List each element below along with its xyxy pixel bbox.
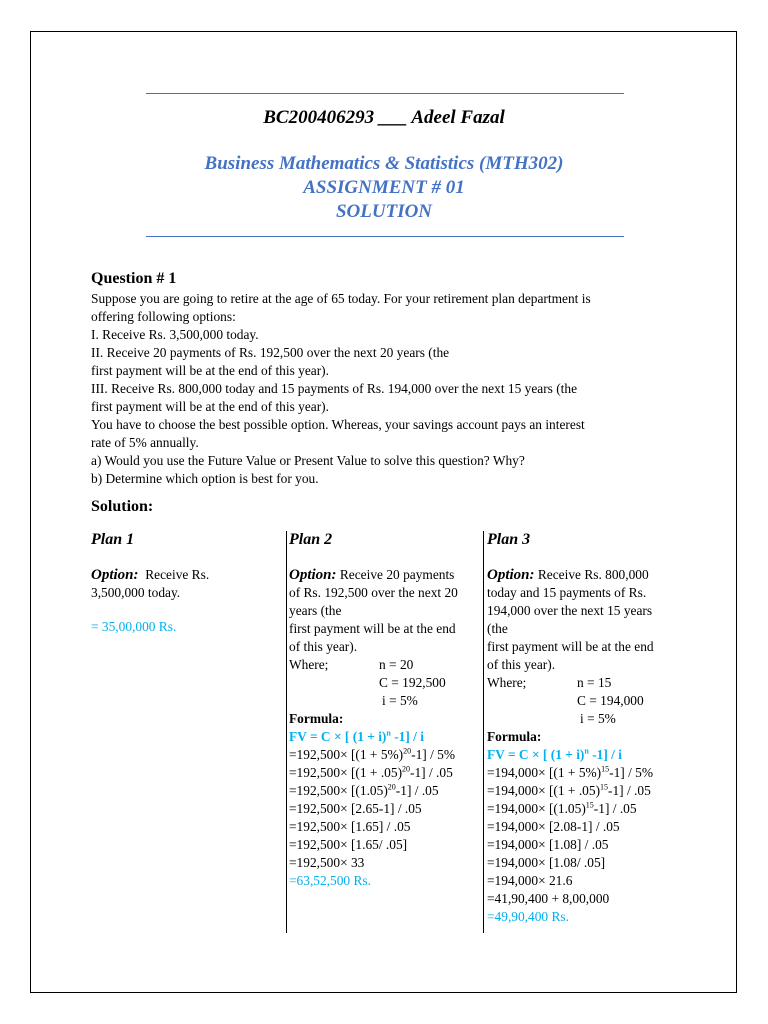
question-line: first payment will be at the end of this year). <box>91 363 329 378</box>
bottom-divider <box>146 236 624 237</box>
question-line: b) Determine which option is best for you. <box>91 471 319 486</box>
question-heading: Question # 1 <box>91 270 177 287</box>
plan2-formula-label: Formula: <box>289 711 344 726</box>
question-line: III. Receive Rs. 800,000 today and 15 payments of Rs. 194,000 over the next 15 years (the <box>91 381 578 396</box>
plan2-title: Plan 2 <box>289 531 333 548</box>
plan2-option-label: Option: <box>289 567 337 583</box>
course-title: Business Mathematics & Statistics (MTH302) <box>204 153 564 174</box>
plan2-option-line: years (the <box>289 603 342 618</box>
question-line: offering following options: <box>91 309 236 324</box>
plan1-option-text: Receive Rs. <box>145 567 210 582</box>
column-divider <box>286 531 287 933</box>
plan3-step: =194,000× 21.6 <box>487 873 573 888</box>
column-divider <box>483 531 484 933</box>
plan3-step: $=194,000\times [(1 + 5\%)^{15}-1] / 5\%$ <box>487 764 654 780</box>
plan2-option-text: Receive 20 payments <box>336 567 455 582</box>
plan2-step: $=192,500\times [(1 + 5\%)^{20}-1] / 5\%$ <box>289 746 456 762</box>
plan3-option-line: today and 15 payments of Rs. <box>487 585 647 600</box>
plan2-n: n = 20 <box>379 657 414 672</box>
plan2-option-line: first payment will be at the end <box>289 621 456 636</box>
plan3-option-text: Receive Rs. 800,000 <box>534 567 649 582</box>
plan3-step: =194,000× [1.08/ .05] <box>487 855 606 870</box>
question-line: a) Would you use the Future Value or Present Value to solve this question? Why? <box>91 453 525 468</box>
plan2-step: =192,500× 33 <box>289 855 365 870</box>
top-divider <box>146 93 624 94</box>
plan2-option-line: of Rs. 192,500 over the next 20 <box>289 585 458 600</box>
plan3-formula-label: Formula: <box>487 729 542 744</box>
plan3-step: =194,000× [1.08] / .05 <box>487 837 609 852</box>
plan2-step: $=192,500\times [(1.05)^{20}-1] / .05$ <box>289 782 439 798</box>
plan1-body <box>91 566 209 636</box>
plan3-result: =49,90,400 Rs. <box>487 909 569 924</box>
plan3-n: n = 15 <box>577 675 612 690</box>
plan1-title: Plan 1 <box>91 531 135 548</box>
plan3-option-line: of this year). <box>487 657 556 672</box>
plan3-step: =41,90,400 + 8,00,000 <box>487 891 610 906</box>
plan3-option-line: 194,000 over the next 15 years <box>487 603 653 618</box>
plan2-i: i = 5% <box>382 693 418 708</box>
question-line: Suppose you are going to retire at the age of 65 today. For your retirement plan department is <box>91 291 591 306</box>
plan3-step: $=194,000\times [(1 + .05)^{15}-1] / .05$ <box>487 782 651 798</box>
plan3-title: Plan 3 <box>487 531 531 548</box>
plan3-c: C = 194,000 <box>577 693 644 708</box>
plan3-where: Where; <box>487 675 527 690</box>
plan2-formula: FV = C × [ $(1 + i)^n$ -1] / i <box>289 728 424 744</box>
plan2-where: Where; <box>289 657 329 672</box>
plan2-step: =192,500× [2.65-1] / .05 <box>289 801 422 816</box>
plan3-body <box>487 566 654 926</box>
question-line: II. Receive 20 payments of Rs. 192,500 over the next 20 years (the <box>91 345 450 360</box>
plan2-option-line: of this year). <box>289 639 358 654</box>
plan3-option-line: (the <box>487 621 508 636</box>
solution-heading: Solution: <box>91 498 154 515</box>
plan3-step: $=194,000\times [(1.05)^{15}-1] / .05$ <box>487 800 637 816</box>
plan3-option-line: first payment will be at the end <box>487 639 654 654</box>
plan3-option-label: Option: <box>487 567 535 583</box>
solution-title: SOLUTION <box>335 201 433 222</box>
plan2-step: =192,500× [1.65/ .05] <box>289 837 408 852</box>
plan2-c: C = 192,500 <box>379 675 446 690</box>
plan2-body <box>289 566 458 890</box>
plan1-result: = 35,00,000 Rs. <box>91 619 177 634</box>
plan2-step: $=192,500\times [(1 + .05)^{20}-1] / .05$ <box>289 764 453 780</box>
plan2-result: =63,52,500 Rs. <box>289 873 371 888</box>
student-line: BC200406293 ___ Adeel Fazal <box>263 107 505 128</box>
plan3-formula: FV = C × [ $(1 + i)^n$ -1] / i <box>487 746 622 762</box>
question-line: I. Receive Rs. 3,500,000 today. <box>91 327 259 342</box>
plan1-option-label: Option: <box>91 567 139 583</box>
question-line: You have to choose the best possible option. Whereas, your savings account pays an interest <box>91 417 585 432</box>
question-line: rate of 5% annually. <box>91 435 199 450</box>
question-body <box>91 290 691 488</box>
plan2-step: =192,500× [1.65] / .05 <box>289 819 411 834</box>
plan3-i: i = 5% <box>580 711 616 726</box>
plan3-step: =194,000× [2.08-1] / .05 <box>487 819 620 834</box>
plan1-option-text: 3,500,000 today. <box>91 585 181 600</box>
question-line: first payment will be at the end of this year). <box>91 399 329 414</box>
assignment-title: ASSIGNMENT # 01 <box>303 177 465 198</box>
